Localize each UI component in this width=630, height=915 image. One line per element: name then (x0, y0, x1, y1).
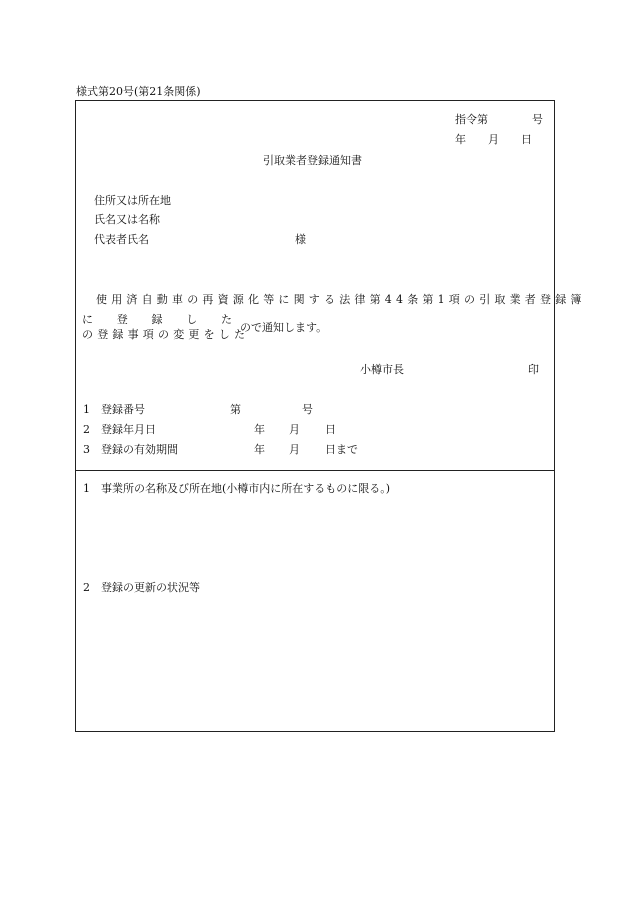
item-field: 年 (254, 443, 265, 456)
issue-date: 年 月 日 (455, 133, 532, 146)
body-line-1: 使用済自動車の再資源化等に関する法律第44条第1項の引取業者登録簿 (96, 293, 586, 306)
renewal-status-label: 登録の更新の状況等 (101, 581, 200, 594)
item-field: 月 (289, 423, 300, 436)
option-char: 録 (151, 313, 163, 326)
form-label: 様式第20号(第21条関係) (76, 85, 201, 98)
lower-item-number: 1 (83, 482, 90, 495)
representative-label: 代表者氏名 (94, 233, 149, 246)
item-number: 1 (83, 403, 90, 416)
body-ending: ので通知します。 (240, 321, 328, 334)
honorific: 様 (295, 233, 306, 246)
section-divider (75, 470, 555, 471)
item-field: 日 (325, 423, 336, 436)
item-number: 3 (83, 443, 90, 456)
item-field: 号 (302, 403, 313, 416)
seal-mark: 印 (528, 363, 539, 376)
item-field: 月 (289, 443, 300, 456)
item-label: 登録年月日 (101, 423, 156, 436)
address-label: 住所又は所在地 (94, 194, 171, 207)
option-registered (82, 314, 232, 325)
name-label: 氏名又は名称 (94, 213, 160, 226)
document-title: 引取業者登録通知書 (263, 154, 362, 167)
office-location-label: 事業所の名称及び所在地(小樽市内に所在するものに限る。) (101, 482, 391, 495)
directive-number: 指令第 号 (455, 113, 543, 126)
option-changed: の登録事項の変更をした (82, 328, 250, 341)
option-char: た (221, 313, 232, 326)
item-field: 日まで (325, 443, 358, 456)
option-char: に (82, 313, 93, 326)
issuer-name: 小樽市長 (360, 363, 404, 376)
item-label: 登録の有効期間 (101, 443, 178, 456)
item-label: 登録番号 (101, 403, 145, 416)
option-char: 登 (116, 313, 128, 326)
option-char: し (186, 313, 198, 326)
lower-item-number: 2 (83, 581, 90, 594)
item-number: 2 (83, 423, 90, 436)
item-field: 年 (254, 423, 265, 436)
item-field: 第 (230, 403, 241, 416)
